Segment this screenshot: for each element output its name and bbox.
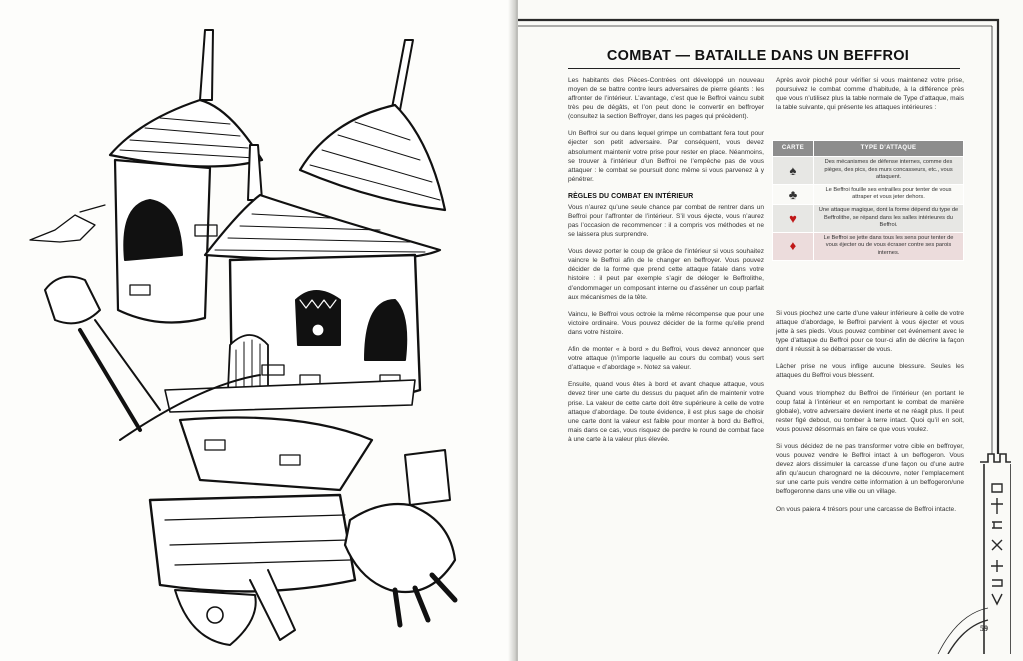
table-cell: Le Beffroi fouille ses entrailles pour tenter de vous attraper et vous jeter dehors. (814, 184, 964, 204)
club-icon: ♣ (773, 184, 814, 204)
paragraph: Un Beffroi sur ou dans lequel grimpe un combattant fera tout pour éjecter son petit adversaire. Par conséquent, vous devez absolument maintenir votre prise pour rester en place. Néanmoins, se trouver à l’intérieur d’un Beffroi ne l’empêche pas de vous attaquer : le combat se poursuit donc même si vous parvenez à y pénétrer. (568, 130, 764, 183)
table-cell: Le Beffroi se jette dans tous les sens pour tenter de vous éjecter ou de vous écraser contre ses parois internes. (814, 232, 964, 260)
table-cell: Une attaque magique, dont la forme dépend du type de Beffrolithe, se répand dans les salles intérieures du Beffroi. (814, 204, 964, 232)
header-card: CARTE (773, 141, 814, 157)
paragraph: Quand vous triomphez du Beffroi de l’intérieur (en portant le coup fatal à l’intérieur et en remportant le combat de manière globale), votre adversaire devient inerte et ne réagit plus. Il peut rester figé debout, ou tomber à terre intact. Quoi qu’il en soit, vous pouvez désormais en faire ce que vous voulez. (776, 389, 964, 433)
table-header-row (773, 141, 964, 157)
paragraph: Après avoir pioché pour vérifier si vous maintenez votre prise, poursuivez le combat comme d’habitude, à la différence près que vous n’utilisez plus la table normale de Type d’attaque, mais la table suivante, qui présente les attaques intérieures : (776, 77, 964, 112)
diamond-icon: ♦ (773, 232, 814, 260)
paragraph: Vous n’aurez qu’une seule chance par combat de rentrer dans un Beffroi pour l’affronter de l’intérieur. S’il vous éjecte, vous n’aurez pas l’occasion de recommencer : il a compris vos méthodes et ne se laissera plus surprendre. (568, 203, 764, 239)
text-column-left (568, 76, 764, 452)
spade-icon: ♠ (773, 157, 814, 185)
paragraph: Si vous piochez une carte d’une valeur inférieure à celle de votre attaque d’abordage, le Beffroi parvient à vous éjecter et vous jette à ses pieds. Vous pouvez combiner cet événement avec le type d’attaque du Beffroi pour ce tour-ci afin de décrire la façon dont il réussit à se débarrasser de vous. (776, 310, 964, 354)
section-heading: RÈGLES DU COMBAT EN INTÉRIEUR (568, 192, 694, 200)
title-underline (568, 68, 960, 69)
text-page (518, 0, 1023, 661)
paragraph: On vous paiera 4 trésors pour une carcasse de Beffroi intacte. (776, 505, 957, 513)
page-number: 59 (980, 624, 988, 633)
paragraph: Ensuite, quand vous êtes à bord et avant chaque attaque, vous devez tirer une carte du dessus du paquet afin de maintenir votre prise. La valeur de cette carte doit être supérieure à celle de votre attaque d’abordage. De toute évidence, il est plus sage de choisir une carte dont la valeur est faible pour monter à bord du Beffroi, mais dans ce cas, vous risquez de perdre le round de combat face à une carte à la valeur plus élevée. (568, 381, 764, 443)
paragraph: Si vous décidez de ne pas transformer votre cible en beffroyer, vous pouvez vendre le Beffroi intact à un beffogeron. Vous devez alors dissimuler la carcasse d’une façon ou d’une autre afin qu’aucun charognard ne la découvre, noter l’emplacement sur une carte puis vendre cette information à un beffogeron/une beffogeronne dans une ville ou un village. (776, 443, 964, 496)
text-column-right-top (776, 76, 964, 120)
paragraph: Les habitants des Pièces-Contrées ont développé un nouveau moyen de se battre contre leurs adversaires de pierre géants : les affronter de l’intérieur. L’avantage, c’est que le Beffroi vaincu subit très peu de dégâts, et l’on peut donc le convertir en beffroyer (consultez la section Beffroyer, dans les pages qui précèdent). (568, 77, 764, 121)
table-row (773, 204, 964, 232)
table-row (773, 157, 964, 185)
heart-icon: ♥ (773, 204, 814, 232)
paragraph: Vaincu, le Beffroi vous octroie la même récompense que pour une victoire ordinaire. Vous pouvez décider de la forme qu’elle prend dans votre histoire. (568, 310, 764, 336)
text-column-right-bottom (776, 309, 964, 522)
paragraph: Vous devez porter le coup de grâce de l’intérieur si vous souhaitez vaincre le Beffroi afin de le changer en beffroyer. Vous pouvez décider de la forme que prend cette attaque fatale dans votre histoire : il peut par exemple s’agir de déloger le Beffrolithe, d’endommager un composant interne ou d’asséner un coup parfait aux mécanismes de la tête. (568, 248, 764, 301)
table-cell: Des mécanismes de défense internes, comme des pièges, des pics, des murs concasseurs, etc., vous attaquent. (814, 157, 964, 185)
page-title: COMBAT — BATAILLE DANS UN BEFFROI (606, 48, 910, 64)
paragraph: Lâcher prise ne vous inflige aucune blessure. Seules les attaques du Beffroi vous blessent. (776, 363, 964, 380)
table-row (773, 232, 964, 260)
paragraph: Afin de monter « à bord » du Beffroi, vous devez annoncer que votre attaque (n’importe laquelle au cours du combat) vous sert d’attaque « d’abordage ». Notez sa valeur. (568, 346, 764, 372)
interior-attack-table (772, 140, 964, 261)
header-attack-type: TYPE D’ATTAQUE (814, 141, 964, 157)
table-row (773, 184, 964, 204)
